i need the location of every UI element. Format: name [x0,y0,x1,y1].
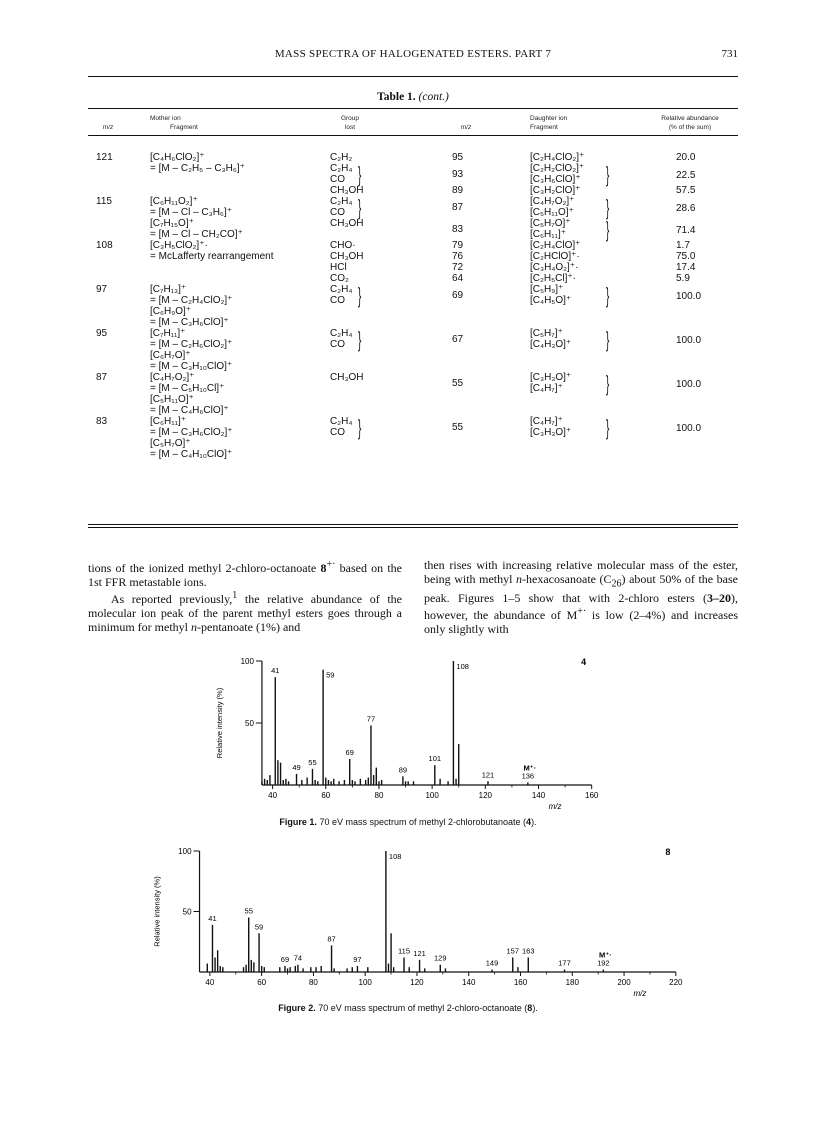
peak-label: 97 [353,954,362,964]
table-cell-abundance: 100.0 [676,334,702,346]
peak-label: 55 [244,906,253,916]
peak-label: 121 [481,770,495,780]
table-cell-mother-ion: [C₇H₁₅O]⁺ [150,218,194,229]
figure-2-caption-text: 70 eV mass spectrum of methyl 2-chloro-octanoate ( [315,1003,528,1013]
table-cell-mother-ion: [C₆H₁₁]⁺ [150,416,187,427]
table-cell-mother-ion: = [M – C₄H₆ClO]⁺ [150,405,229,416]
table-cell-daughter-ion: [C₂H₅Cl]⁺· [530,273,576,284]
x-tick-label: 180 [565,978,579,987]
x-tick-label: 120 [478,791,492,800]
table-header-rule [88,135,738,136]
y-tick-label: 100 [240,657,254,666]
table-cell-mother-ion: [C₇H₁₁]⁺ [150,328,186,339]
table-cell-mother-ion: = [M – C₅H₁₀Cl]⁺ [150,383,225,394]
x-tick-label: 220 [669,978,683,987]
y-axis-label: Relative intensity (%) [214,687,224,759]
table-cell-mother-ion: [C₆H₉O]⁺ [150,306,192,317]
table-cell-abundance: 75.0 [676,251,696,262]
table-cell-group-lost: C₂H₂ [330,152,353,163]
table-cell-daughter-ion: [C₂H₄ClO]⁺ [530,240,581,251]
x-tick-label: 140 [462,978,476,987]
figure-1-caption-label: Figure 1. [279,817,317,827]
table-caption-cont: (cont.) [418,91,449,103]
table-cell-group-lost: CO [330,207,345,218]
table-cell-group-lost: CH₃OH [330,372,364,383]
x-tick-label: 120 [410,978,424,987]
x-tick-label: 40 [205,978,215,987]
peak-label: 177 [558,958,571,968]
figure-1-caption-compound: 4 [526,817,532,827]
table-cell-mother-ion: = [M – Cl – CH₂CO]⁺ [150,229,243,240]
x-tick-label: 80 [308,978,318,987]
x-tick-label: 100 [358,978,372,987]
table-cell-daughter-ion: [C₄H₇]⁺ [530,383,563,394]
col-header-group-top: Group [340,115,360,122]
table-cell-mother-ion: = [M – Cl – C₃H₆]⁺ [150,207,233,218]
body-paragraph-left: tions of the ionized methyl 2-chloro-octanoate 8+· based on the 1st FFR metastable ions. As reported previously,$^1$ the relative abundance of the molecular ion peak of the parent methyl esters goes through a minimum for methyl n-pentanoate (1%) and [88,559,403,634]
col-header-mother-top: Mother ion [150,115,181,122]
table-cell-mother-ion: [C₄H₇O₂]⁺ [150,372,195,383]
table-cell-mother-ion: = McLafferty rearrangement [150,251,274,262]
table-cell-daughter-mz: 89 [452,185,464,196]
table-cell-abundance: 100.0 [676,290,702,302]
table-cell-daughter-mz: 64 [452,273,464,284]
table-cell-daughter-ion: [C₅H₇O]⁺ [530,218,571,229]
body-paragraph-right: then rises with increasing relative molecular mass of the ester, being with methyl n-hexacosanoate $(C_{26})$ about 50% of the base peak. Figures 1–5 show that with 2-chloro esters (3–20), however, the abundance of M+· is low (2–4%) and increases only slightly with [424,558,738,637]
col-header-abundance-top: Relative abundance [661,115,719,122]
x-tick-label: 60 [321,791,331,800]
table-brace: } [606,327,610,352]
table-cell-mother-ion: [C₄H₆ClO₂]⁺ [150,152,205,163]
table-brace: } [358,327,362,352]
body-column-left [88,558,402,634]
table-cell-mz: 83 [96,416,108,427]
peak-label: 77 [366,714,376,724]
figure-2-caption [0,1003,816,1013]
figure-2-caption-compound: 8 [527,1003,533,1013]
table-cell-mother-ion: = [M – C₃H₁₀ClO]⁺ [150,361,233,372]
table-cell-mother-ion: = [M – C₂H₆ClO₂]⁺ [150,339,233,350]
table-brace: } [606,371,610,396]
compound-number-label: 8 [665,847,671,857]
table-cell-daughter-ion: [C₂H₄ClO₂]⁺ [530,152,585,163]
header-rule [88,76,738,77]
figure-1-caption-text: 70 eV mass spectrum of methyl 2-chlorobutanoate ( [316,817,527,827]
peak-label: 69 [280,954,290,964]
y-axis-label: Relative intensity (%) [152,876,162,947]
table-cell-abundance: 20.0 [676,152,696,163]
table-cell-abundance: 28.6 [676,202,696,214]
peak-label: 136 [521,771,535,781]
peak-label: 89 [398,765,408,775]
table-cell-daughter-mz: 76 [452,251,464,262]
table-cell-daughter-mz: 87 [452,201,464,213]
table-cell-daughter-ion: [C₅H₉]⁺ [530,284,564,295]
table-cell-mother-ion: = [M – C₃H₆ClO₂]⁺ [150,427,233,438]
x-tick-label: 140 [531,791,546,800]
table-cell-group-lost: CH₃OH [330,185,364,196]
running-head-title: MASS SPECTRA OF HALOGENATED ESTERS. PART 7 [274,48,552,60]
peak-label: 41 [271,666,280,676]
table-cell-mother-ion: [C₆H₁₁O₂]⁺ [150,196,198,207]
peak-label: 74 [293,953,303,963]
figure-2-caption-end: ). [532,1003,538,1013]
table-cell-mz: 87 [96,372,108,383]
table-brace: } [606,217,610,242]
table-cell-daughter-ion: [C₄H₃O]⁺ [530,339,572,350]
peak-label: 149 [485,958,499,968]
table-cell-abundance: 22.5 [676,169,696,181]
table-cell-daughter-ion: [C₂H₂ClO₂]⁺ [530,163,585,174]
figure-1-caption [0,817,816,827]
table-brace: } [606,195,610,220]
table-cell-group-lost: CO [330,427,345,438]
peak-label: 157 [506,946,520,956]
peak-label: 115 [398,946,411,956]
table-cell-mother-ion: = [M – C₄H₁₀ClO]⁺ [150,449,233,460]
table-brace: } [606,162,610,187]
peak-label: 129 [434,953,447,963]
table-cell-group-lost: C₂H₄ [330,284,353,295]
table-cell-mother-ion: = [M – C₂H₄ClO₂]⁺ [150,295,233,306]
table-cell-group-lost: CH₃OH [330,218,364,229]
peak-label: 87 [327,934,336,944]
peak-label: 163 [522,946,535,956]
table-cell-mz: 97 [96,284,108,295]
table-cell-group-lost: CO [330,174,345,185]
table-cell-group-lost: CO₂ [330,273,349,284]
table-cell-mother-ion: [C₇H₁₃]⁺ [150,284,187,295]
table-cell-daughter-mz: 93 [452,168,464,180]
molecular-ion-label: M⁺· [523,763,537,773]
table-cell-abundance: 57.5 [676,185,696,196]
table-cell-mother-ion: [C₅H₁₁O]⁺ [150,394,194,405]
table-brace: } [358,415,362,440]
table-cell-group-lost: HCl [330,262,347,273]
peak-label: 59 [254,922,264,932]
table-cell-daughter-ion: [C₄H₇O₂]⁺ [530,196,575,207]
table-cell-abundance: 1.7 [676,240,690,251]
peak-label: 192 [597,958,610,968]
col-header-daughter-bottom: Fragment [530,124,558,131]
peak-label: 59 [326,670,335,680]
peak-label: 41 [208,913,217,923]
table-cell-abundance: 71.4 [676,224,696,236]
table-cell-mother-ion: [C₆H₇O]⁺ [150,350,191,361]
body-column-right [424,558,738,636]
table-cell-mz: 115 [96,196,112,207]
table-cell-group-lost: C₂H₄ [330,163,353,174]
table-cell-abundance: 100.0 [676,378,702,390]
col-header-daughter-top: Daughter ion [530,115,568,122]
figure-2-caption-label: Figure 2. [278,1003,316,1013]
x-tick-label: 100 [425,791,439,800]
col-header-group-bottom: lost [344,124,356,131]
table-cell-mother-ion: = [M – C₂H₅ – C₃H₆]⁺ [150,163,245,174]
peak-label: 101 [428,754,442,764]
table-brace: } [606,415,610,440]
table-cell-group-lost: CO [330,295,345,306]
table-cell-group-lost: C₂H₄ [330,416,353,427]
table-cell-daughter-ion: [C₃H₆ClO]⁺ [530,174,581,185]
figure-1-spectrum [0,655,816,815]
table-brace: } [358,162,362,187]
table-cell-group-lost: CO [330,339,345,350]
figure-1-caption-end: ). [531,817,537,827]
table-cell-daughter-mz: 95 [452,152,464,163]
peak-label: 55 [308,757,317,767]
table-bottom-rule-2 [88,527,738,528]
peak-label: 49 [292,762,301,772]
table-cell-abundance: 100.0 [676,422,702,434]
col-header-abundance-bottom: (% of the sum) [668,124,712,131]
y-tick-label: 100 [178,847,192,856]
table-cell-mz: 95 [96,328,108,339]
running-header [88,48,738,68]
table-cell-mz: 108 [96,240,113,251]
compound-number-label: 4 [581,657,587,667]
x-tick-label: 200 [617,978,631,987]
table-brace: } [358,195,362,220]
col-header-daughter-mz: m/z [460,124,472,131]
peak-label: 69 [345,747,354,757]
y-tick-label: 50 [245,719,254,728]
table-cell-daughter-ion: [C₃H₂ClO]⁺ [530,185,581,196]
y-tick-label: 50 [182,907,192,917]
x-axis-label: m/z [633,989,647,998]
table-caption-label: Table 1. [377,91,416,103]
figure-2-spectrum [0,845,816,1005]
table-cell-mz: 121 [96,152,113,163]
table-caption [88,91,738,103]
table-cell-daughter-mz: 55 [452,377,464,389]
table-cell-mother-ion: [C₃H₅ClO₂]⁺· [150,240,208,251]
table-cell-daughter-ion: [C₄H₇]⁺ [530,416,563,427]
table-cell-abundance: 17.4 [676,262,696,273]
peak-label: 108 [456,662,469,671]
table-bottom-rule [88,524,738,525]
table-cell-mother-ion: = [M – C₃H₆ClO]⁺ [150,317,229,328]
peak-label: 108 [388,852,402,861]
page-number: 731 [721,48,738,60]
table-cell-abundance: 5.9 [676,273,690,284]
table-cell-daughter-mz: 83 [452,223,464,235]
table-cell-group-lost: CH₃OH [330,251,364,262]
col-header-mz: m/z [102,124,114,131]
table-brace: } [358,283,362,308]
col-header-mother-bottom: Fragment [170,124,198,131]
table-cell-daughter-ion: [C₄H₅O]⁺ [530,295,572,306]
molecular-ion-label: M⁺· [598,950,612,960]
table-brace: } [606,283,610,308]
x-tick-label: 60 [257,978,267,987]
table-cell-daughter-ion: [C₃H₃O]⁺ [530,427,572,438]
x-tick-label: 160 [585,791,599,800]
table-cell-daughter-ion: [C₃H₄O₂]⁺· [530,262,579,273]
table-cell-daughter-ion: [C₆H₁₁]⁺ [530,229,567,240]
x-axis-label: m/z [548,802,562,811]
table-cell-daughter-ion: [C₅H₇]⁺ [530,328,563,339]
table-cell-daughter-mz: 79 [452,240,464,251]
table-cell-daughter-ion: [C₂HClO]⁺· [530,251,580,262]
table-cell-daughter-mz: 67 [452,333,464,345]
table-cell-daughter-mz: 69 [452,289,464,301]
table-cell-group-lost: C₂H₄ [330,196,353,207]
table-cell-daughter-mz: 72 [452,262,464,273]
table-top-rule [88,108,738,109]
table-cell-group-lost: C₂H₄ [330,328,353,339]
peak-label: 121 [413,948,426,958]
table-cell-daughter-mz: 55 [452,421,464,433]
x-tick-label: 80 [374,791,384,800]
table-cell-daughter-ion: [C₅H₁₁O]⁺ [530,207,574,218]
x-tick-label: 160 [513,978,528,987]
x-tick-label: 40 [268,791,278,800]
table-cell-mother-ion: [C₅H₇O]⁺ [150,438,191,449]
table-cell-daughter-ion: [C₃H₃O]⁺ [530,372,572,383]
table-cell-group-lost: CHO· [330,240,356,251]
